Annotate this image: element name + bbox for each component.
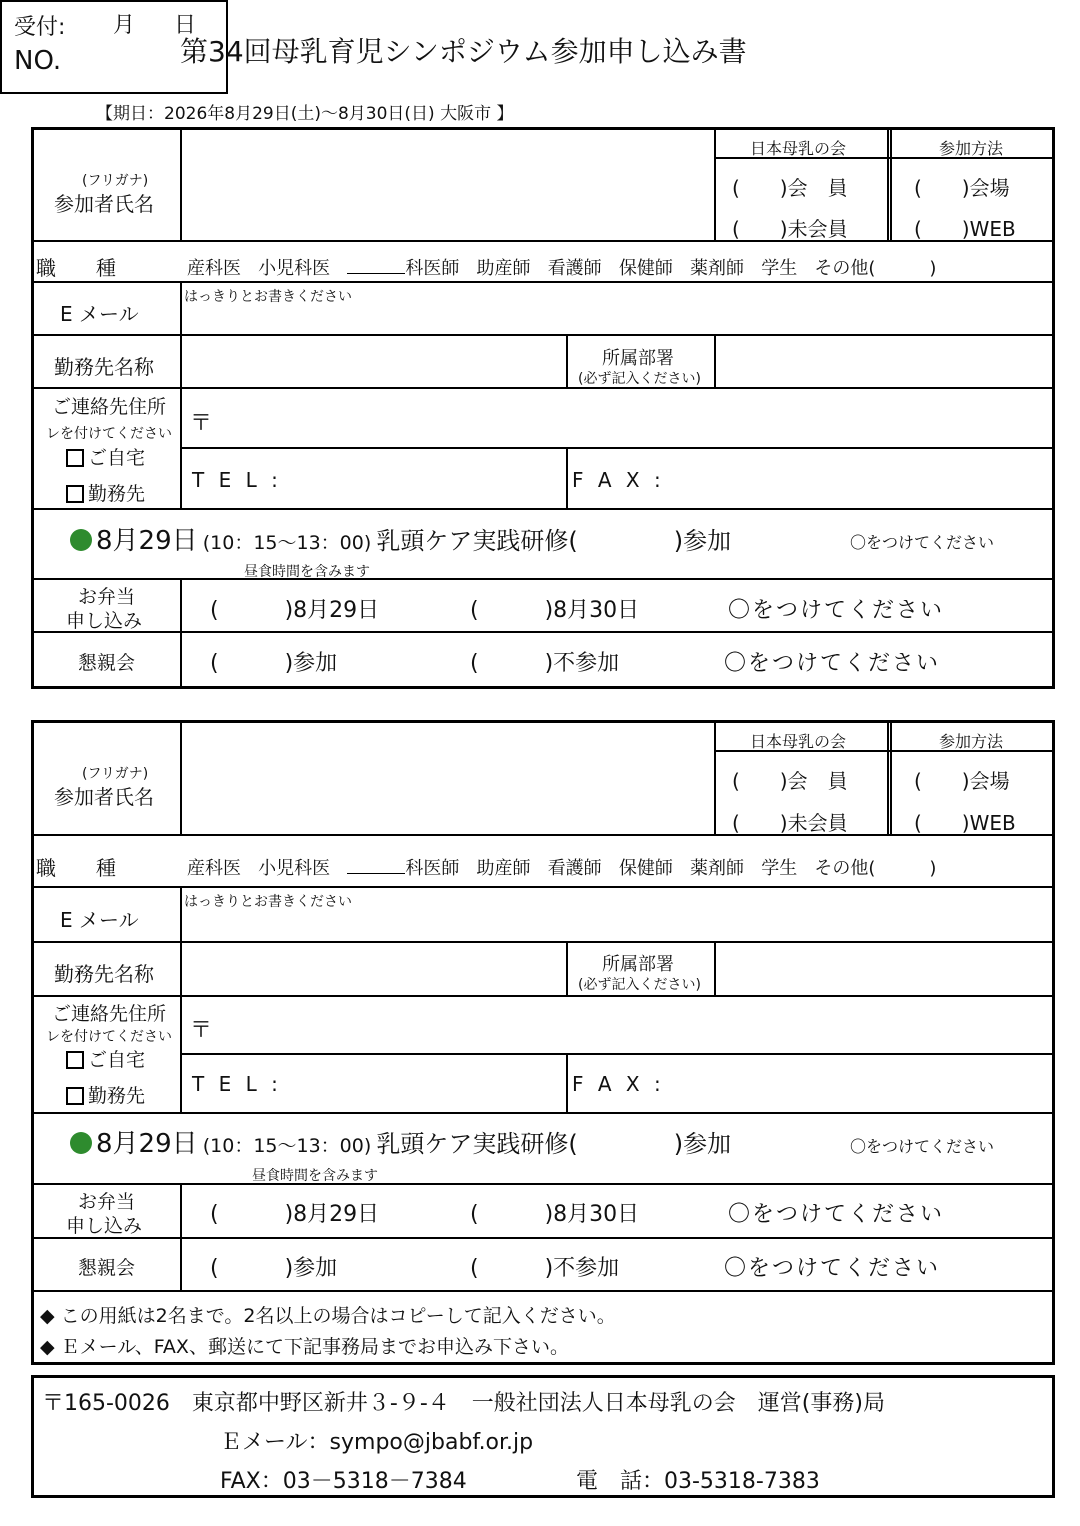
note-submit: ◆ Ｅメール、FAX、郵送にて下記事務局までお申込み下さい。 <box>40 1336 569 1358</box>
job-option[interactable]: 保健師 <box>618 258 673 279</box>
lunch-note: 昼食時間を含みます <box>252 1168 378 1184</box>
home-checkbox[interactable] <box>66 449 84 467</box>
party-decline-option[interactable]: ( )不参加 <box>470 651 620 676</box>
job-option[interactable]: その他( ) <box>814 858 937 879</box>
workplace-label: 勤務先名称 <box>54 962 154 986</box>
tel-label: T E L : <box>192 468 282 492</box>
participant-name-label: 参加者氏名 <box>54 785 154 809</box>
nonmember-option[interactable]: ( )未会員 <box>732 811 848 835</box>
bento-label: お弁当 <box>78 586 136 608</box>
job-option[interactable]: 学生 <box>761 858 798 879</box>
work-label: 勤務先 <box>88 483 146 505</box>
association-header: 日本母乳の会 <box>750 139 847 158</box>
workplace-field[interactable] <box>184 943 564 993</box>
job-option[interactable]: 小児科医 <box>258 258 331 279</box>
party-note: 〇をつけてください <box>724 1256 941 1281</box>
blank-line[interactable] <box>347 859 405 874</box>
training-time: (10：15～13：00) <box>202 532 372 554</box>
department-note: (必ず記入ください) <box>578 371 701 387</box>
venue-option[interactable]: ( )会場 <box>914 176 1010 200</box>
address-note: レを付けてください <box>46 1029 172 1045</box>
nonmember-option[interactable]: ( )未会員 <box>732 217 848 241</box>
party-attend-option[interactable]: ( )参加 <box>210 651 338 676</box>
job-option[interactable]: 科医師 <box>405 858 460 879</box>
event-dates: 【期日：2026年8月29日(土)～8月30日(日) 大阪市 】 <box>96 104 514 124</box>
method-header: 参加方法 <box>939 732 1004 751</box>
job-label: 職 種 <box>36 256 116 280</box>
association-header: 日本母乳の会 <box>750 732 847 751</box>
member-option[interactable]: ( )会 員 <box>732 769 848 793</box>
lunch-note: 昼食時間を含みます <box>244 564 370 580</box>
job-option[interactable]: 産科医 <box>187 858 241 879</box>
blank-line[interactable] <box>347 259 405 274</box>
tel-label: T E L : <box>192 1072 282 1096</box>
postal-mark: 〒 <box>190 1018 213 1043</box>
secretariat-box <box>31 1375 1055 1498</box>
bento-note: 〇をつけてください <box>728 598 945 623</box>
job-option[interactable]: 小児科医 <box>258 858 331 879</box>
job-option[interactable]: 薬剤師 <box>690 858 745 879</box>
job-option[interactable]: 産科医 <box>187 258 241 279</box>
department-note: (必ず記入ください) <box>578 977 701 993</box>
address-field[interactable] <box>214 997 1050 1051</box>
bullet-dot-icon <box>70 529 92 551</box>
work-checkbox-row[interactable] <box>66 479 145 506</box>
address-note: レを付けてください <box>46 426 172 442</box>
home-checkbox[interactable] <box>66 1051 84 1069</box>
job-option[interactable]: 助産師 <box>476 258 531 279</box>
work-checkbox-row[interactable] <box>66 1081 145 1108</box>
participant-name-field[interactable] <box>184 132 710 238</box>
bento-note: 〇をつけてください <box>728 1202 945 1227</box>
training-row <box>70 1123 731 1160</box>
home-label: ご自宅 <box>88 1049 146 1071</box>
job-option[interactable]: 科医師 <box>405 258 460 279</box>
department-field[interactable] <box>718 336 1050 385</box>
email-field[interactable] <box>184 909 1050 939</box>
venue-option[interactable]: ( )会場 <box>914 769 1010 793</box>
job-label: 職 種 <box>36 856 116 880</box>
participant-name-field[interactable] <box>184 725 710 831</box>
address-label: ご連絡先住所 <box>52 396 167 418</box>
training-note: 〇をつけてください <box>850 533 995 552</box>
secretariat-fax: FAX：03－5318－7384 <box>220 1469 467 1494</box>
email-field[interactable] <box>184 302 1050 332</box>
secretariat-phone: 電 話：03-5318-7383 <box>576 1469 820 1494</box>
party-label: 懇親会 <box>78 1257 136 1279</box>
department-label: 所属部署 <box>602 348 674 369</box>
reception-day: 日 <box>174 13 197 38</box>
job-options <box>187 854 936 880</box>
registration-form-2 <box>31 720 1055 1365</box>
web-option[interactable]: ( )WEB <box>914 217 1016 241</box>
secretariat-email[interactable]: Ｅメール：sympo@jbabf.or.jp <box>220 1430 534 1455</box>
training-date: 8月29日 <box>96 1129 198 1159</box>
department-label: 所属部署 <box>602 954 674 975</box>
training-date: 8月29日 <box>96 526 198 556</box>
job-options <box>187 254 936 280</box>
postal-mark: 〒 <box>190 411 213 436</box>
department-field[interactable] <box>718 943 1050 993</box>
home-checkbox-row[interactable] <box>66 443 145 470</box>
form-title: 第34回母乳育児シンポジウム参加申し込み書 <box>180 35 747 68</box>
training-row <box>70 520 731 557</box>
work-label: 勤務先 <box>88 1085 146 1107</box>
training-option[interactable]: 乳頭ケア実践研修( )参加 <box>376 527 732 555</box>
job-option[interactable]: 薬剤師 <box>690 258 745 279</box>
address-field[interactable] <box>214 390 1050 445</box>
bullet-dot-icon <box>70 1132 92 1154</box>
training-time: (10：15～13：00) <box>202 1135 372 1157</box>
party-label: 懇親会 <box>78 652 136 674</box>
email-note: はっきりとお書きください <box>184 894 352 910</box>
job-option[interactable]: 保健師 <box>618 858 673 879</box>
bento-option-0829[interactable]: ( )8月29日 <box>210 598 380 623</box>
address-label: ご連絡先住所 <box>52 1003 167 1025</box>
registration-form-1 <box>31 127 1055 689</box>
fax-label: F A X : <box>572 1072 665 1096</box>
job-option[interactable]: その他( ) <box>814 258 937 279</box>
home-label: ご自宅 <box>88 447 146 469</box>
furigana-label: (フリガナ) <box>82 766 149 782</box>
reception-month: 月 <box>113 13 136 38</box>
secretariat-address: 〒165-0026 東京都中野区新井３-９-４ 一般社団法人日本母乳の会 運営(事務)局 <box>42 1391 885 1416</box>
bento-label-2: 申し込み <box>66 610 143 632</box>
training-option[interactable]: 乳頭ケア実践研修( )参加 <box>376 1130 732 1158</box>
bento-option-0830[interactable]: ( )8月30日 <box>470 1202 640 1227</box>
job-option[interactable]: 助産師 <box>476 858 531 879</box>
bento-label: お弁当 <box>78 1191 136 1213</box>
email-label: E メール <box>60 908 139 932</box>
work-checkbox[interactable] <box>66 485 84 503</box>
party-decline-option[interactable]: ( )不参加 <box>470 1256 620 1281</box>
reception-label: 受付: <box>14 15 66 40</box>
fax-label: F A X : <box>572 468 665 492</box>
work-checkbox[interactable] <box>66 1087 84 1105</box>
method-header: 参加方法 <box>939 139 1004 158</box>
participant-name-label: 参加者氏名 <box>54 192 154 216</box>
job-option[interactable]: 看護師 <box>547 258 602 279</box>
furigana-label: (フリガナ) <box>82 173 149 189</box>
party-attend-option[interactable]: ( )参加 <box>210 1256 338 1281</box>
bento-label-2: 申し込み <box>66 1215 143 1237</box>
reception-no: NO. <box>14 46 62 76</box>
training-note: 〇をつけてください <box>850 1137 995 1156</box>
party-note: 〇をつけてください <box>724 651 941 676</box>
workplace-field[interactable] <box>184 336 564 385</box>
web-option[interactable]: ( )WEB <box>914 811 1016 835</box>
job-option[interactable]: 看護師 <box>547 858 602 879</box>
bento-option-0829[interactable]: ( )8月29日 <box>210 1202 380 1227</box>
email-note: はっきりとお書きください <box>184 289 352 305</box>
job-option[interactable]: 学生 <box>761 258 798 279</box>
bento-option-0830[interactable]: ( )8月30日 <box>470 598 640 623</box>
home-checkbox-row[interactable] <box>66 1045 145 1072</box>
member-option[interactable]: ( )会 員 <box>732 176 848 200</box>
email-label: E メール <box>60 302 139 326</box>
workplace-label: 勤務先名称 <box>54 355 154 379</box>
note-copy: ◆ この用紙は2名まで。2名以上の場合はコピーして記入ください。 <box>40 1305 616 1327</box>
